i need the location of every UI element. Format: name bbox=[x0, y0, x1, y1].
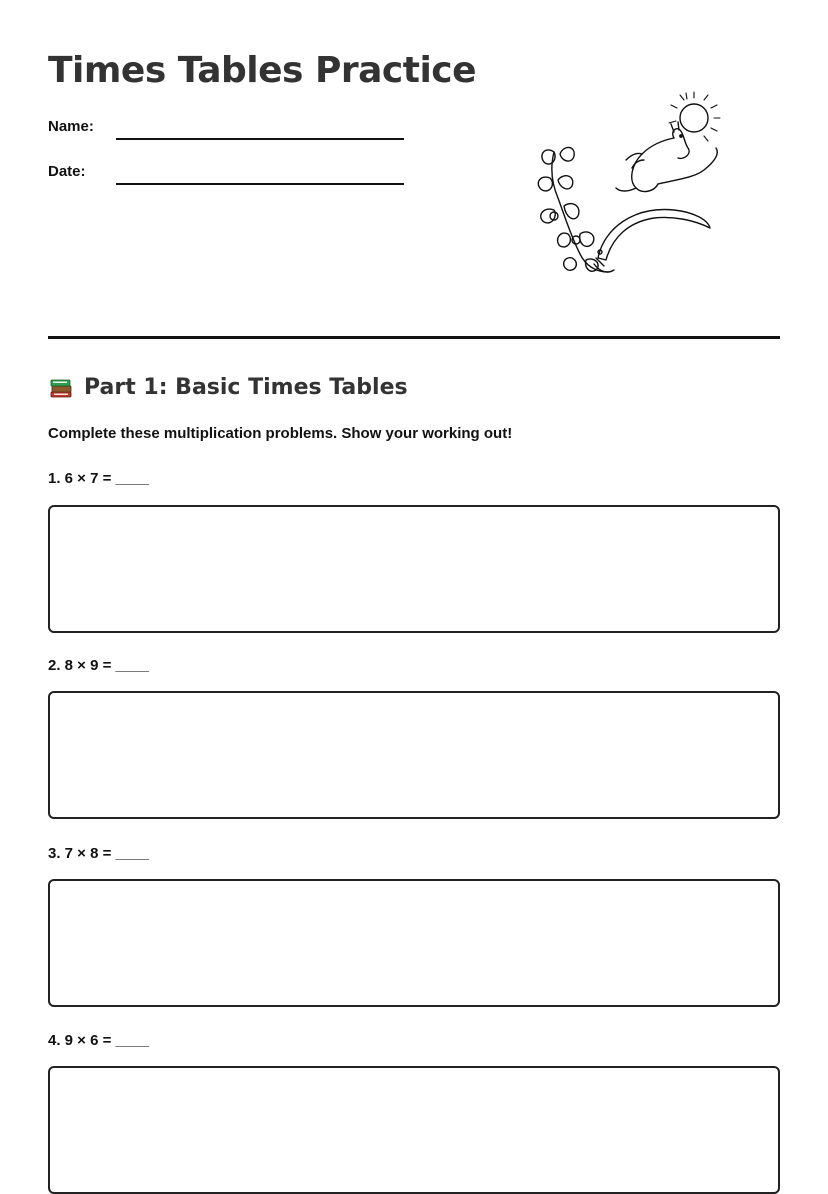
date-label: Date: bbox=[48, 163, 86, 180]
answer-box[interactable] bbox=[48, 1066, 780, 1194]
answer-box[interactable] bbox=[48, 879, 780, 1007]
problem-label: 1. 6 × 7 = ____ bbox=[48, 470, 149, 487]
problem-label: 4. 9 × 6 = ____ bbox=[48, 1032, 149, 1049]
kangaroo-illustration-icon bbox=[524, 88, 724, 284]
problem-label: 2. 8 × 9 = ____ bbox=[48, 657, 149, 674]
answer-box[interactable] bbox=[48, 505, 780, 633]
section-heading bbox=[48, 374, 408, 400]
section-divider bbox=[48, 336, 780, 339]
answer-box[interactable] bbox=[48, 691, 780, 819]
problem-label: 3. 7 × 8 = ____ bbox=[48, 845, 149, 862]
page-title: Times Tables Practice bbox=[48, 50, 477, 91]
books-icon bbox=[48, 374, 74, 400]
name-label: Name: bbox=[48, 118, 94, 135]
instructions-text: Complete these multiplication problems. Show your working out! bbox=[48, 425, 513, 442]
section-heading-text: Part 1: Basic Times Tables bbox=[84, 374, 408, 400]
name-field-line[interactable] bbox=[116, 138, 404, 140]
date-field-line[interactable] bbox=[116, 183, 404, 185]
